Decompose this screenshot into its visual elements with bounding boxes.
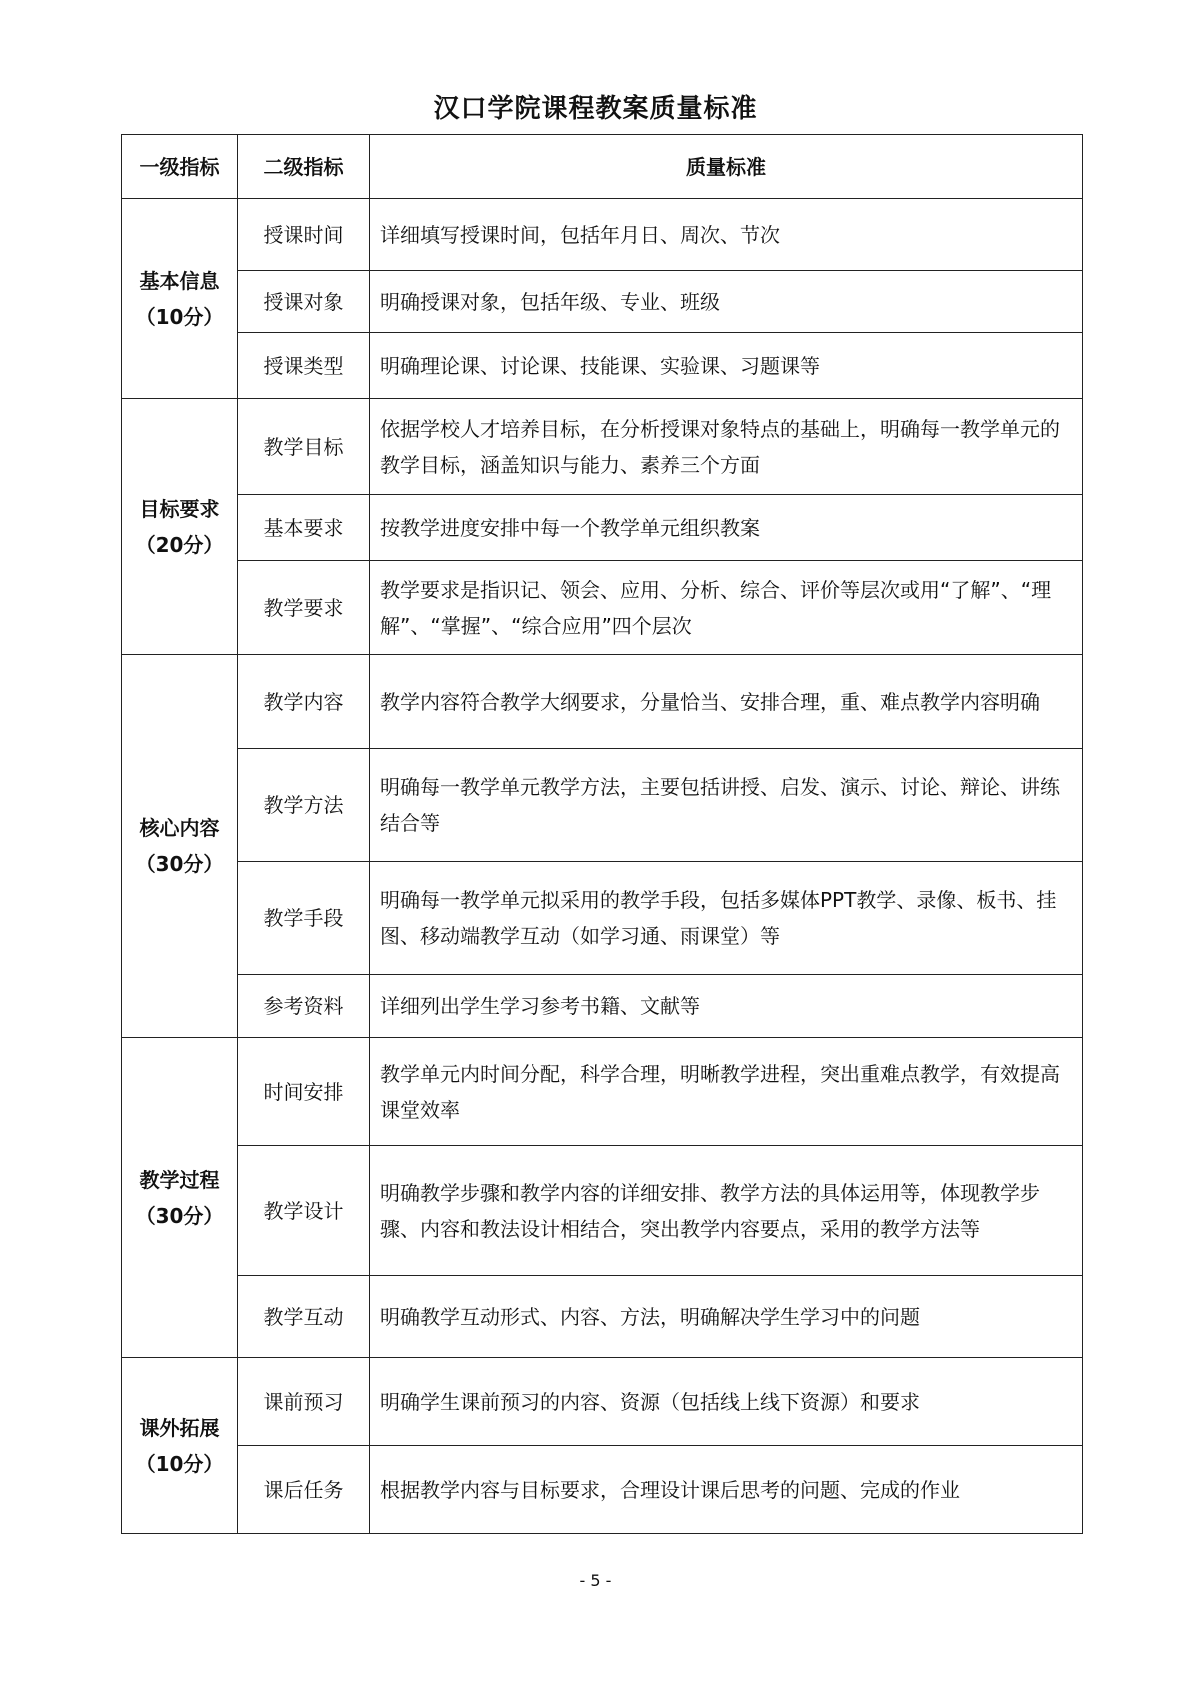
row-label: 时间安排 bbox=[238, 1038, 370, 1146]
row-standard: 详细列出学生学习参考书籍、文献等 bbox=[370, 975, 1083, 1038]
group-name: 基本信息 bbox=[139, 268, 220, 293]
group-score: （30分） bbox=[135, 852, 224, 876]
group-name: 课外拓展 bbox=[139, 1415, 220, 1440]
table-row bbox=[122, 199, 1083, 271]
row-standard: 明确学生课前预习的内容、资源（包括线上线下资源）和要求 bbox=[370, 1358, 1083, 1446]
row-label: 教学方法 bbox=[238, 749, 370, 862]
row-label: 课前预习 bbox=[238, 1358, 370, 1446]
table-row bbox=[122, 1358, 1083, 1446]
row-standard: 依据学校人才培养目标，在分析授课对象特点的基础上，明确每一教学单元的教学目标，涵盖知识与能力、素养三个方面 bbox=[370, 399, 1083, 495]
quality-standard-table bbox=[121, 134, 1083, 1534]
header-level1: 一级指标 bbox=[122, 135, 238, 199]
group-cell bbox=[122, 399, 238, 655]
group-score: （10分） bbox=[135, 304, 224, 329]
group-score: （10分） bbox=[135, 1451, 224, 1476]
table-row bbox=[122, 749, 1083, 862]
row-label: 授课时间 bbox=[238, 199, 370, 271]
row-standard: 根据教学内容与目标要求，合理设计课后思考的问题、完成的作业 bbox=[370, 1446, 1083, 1534]
row-label: 教学内容 bbox=[238, 655, 370, 749]
group-score: （30分） bbox=[135, 1203, 224, 1228]
row-standard: 详细填写授课时间，包括年月日、周次、节次 bbox=[370, 199, 1083, 271]
group-name: 教学过程 bbox=[139, 1167, 220, 1192]
row-label: 教学目标 bbox=[238, 399, 370, 495]
table-row bbox=[122, 1446, 1083, 1534]
row-label: 授课类型 bbox=[238, 333, 370, 399]
table-row bbox=[122, 561, 1083, 655]
table-row bbox=[122, 1276, 1083, 1358]
row-label: 基本要求 bbox=[238, 495, 370, 561]
table-row bbox=[122, 271, 1083, 333]
group-cell bbox=[122, 1358, 238, 1534]
group-cell bbox=[122, 1038, 238, 1358]
row-label: 教学设计 bbox=[238, 1146, 370, 1276]
group-name: 目标要求 bbox=[139, 496, 220, 521]
row-standard: 明确教学步骤和教学内容的详细安排、教学方法的具体运用等，体现教学步骤、内容和教法设计相结合，突出教学内容要点，采用的教学方法等 bbox=[370, 1146, 1083, 1276]
row-standard: 明确教学互动形式、内容、方法，明确解决学生学习中的问题 bbox=[370, 1276, 1083, 1358]
row-standard: 教学单元内时间分配，科学合理，明晰教学进程，突出重难点教学，有效提高课堂效率 bbox=[370, 1038, 1083, 1146]
table-row bbox=[122, 975, 1083, 1038]
row-label: 教学手段 bbox=[238, 862, 370, 975]
row-standard: 教学内容符合教学大纲要求，分量恰当、安排合理，重、难点教学内容明确 bbox=[370, 655, 1083, 749]
group-name: 核心内容 bbox=[139, 816, 220, 840]
table-header-row bbox=[122, 135, 1083, 199]
page-title: 汉口学院课程教案质量标准 bbox=[433, 94, 758, 124]
table-row bbox=[122, 862, 1083, 975]
table-row bbox=[122, 333, 1083, 399]
row-standard: 明确每一教学单元教学方法，主要包括讲授、启发、演示、讨论、辩论、讲练结合等 bbox=[370, 749, 1083, 862]
row-label: 参考资料 bbox=[238, 975, 370, 1038]
table-row bbox=[122, 1146, 1083, 1276]
row-standard: 教学要求是指识记、领会、应用、分析、综合、评价等层次或用“了解”、“理解”、“掌握”、“综合应用”四个层次 bbox=[370, 561, 1083, 655]
row-label: 课后任务 bbox=[238, 1446, 370, 1534]
page-number: - 5 - bbox=[579, 1571, 612, 1590]
row-label: 教学要求 bbox=[238, 561, 370, 655]
table-row bbox=[122, 495, 1083, 561]
row-standard: 明确授课对象，包括年级、专业、班级 bbox=[370, 271, 1083, 333]
row-standard: 明确理论课、讨论课、技能课、实验课、习题课等 bbox=[370, 333, 1083, 399]
group-score: （20分） bbox=[135, 532, 224, 557]
table-row bbox=[122, 1038, 1083, 1146]
table-row bbox=[122, 655, 1083, 749]
row-label: 教学互动 bbox=[238, 1276, 370, 1358]
header-standard: 质量标准 bbox=[370, 135, 1083, 199]
header-level2: 二级指标 bbox=[238, 135, 370, 199]
group-cell bbox=[122, 199, 238, 399]
row-standard: 明确每一教学单元拟采用的教学手段，包括多媒体PPT教学、录像、板书、挂图、移动端教学互动（如学习通、雨课堂）等 bbox=[370, 862, 1083, 975]
row-label: 授课对象 bbox=[238, 271, 370, 333]
group-cell bbox=[122, 655, 238, 1038]
row-standard: 按教学进度安排中每一个教学单元组织教案 bbox=[370, 495, 1083, 561]
table-row bbox=[122, 399, 1083, 495]
